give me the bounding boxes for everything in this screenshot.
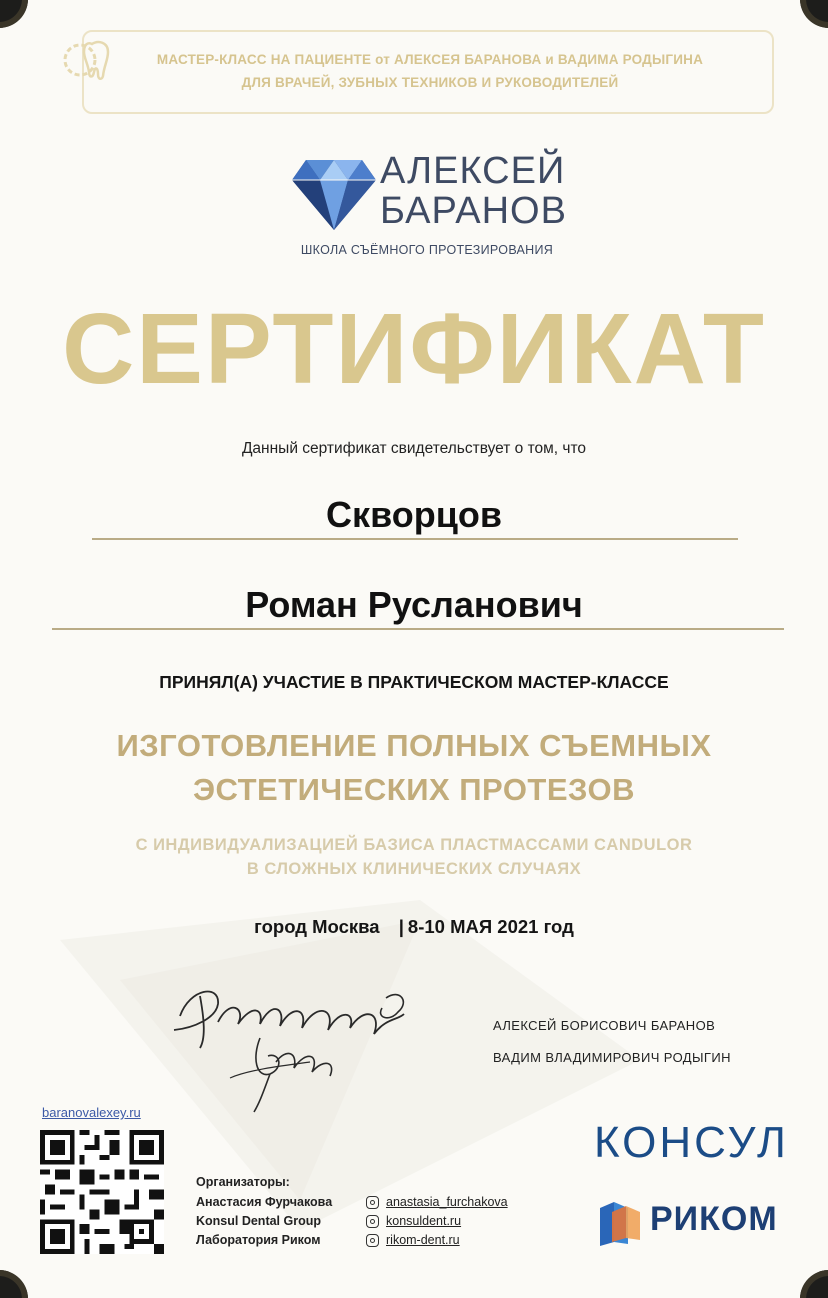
konsul-logo: КОНСУЛ: [594, 1118, 789, 1167]
website-link[interactable]: baranovalexey.ru: [42, 1105, 141, 1120]
event-date: 8-10 МАЯ 2021 год: [407, 916, 574, 937]
banner-line-2: ДЛЯ ВРАЧЕЙ, ЗУБНЫХ ТЕХНИКОВ И РУКОВОДИТЕЛЕЙ: [241, 75, 619, 90]
organizer-3-link[interactable]: rikom-dent.ru: [386, 1233, 460, 1247]
course-subtitle-line-1: С ИНДИВИДУАЛИЗАЦИЕЙ БАЗИСА ПЛАСТМАССАМИ CANDULOR: [135, 836, 693, 854]
surname-underline: [92, 538, 738, 540]
signer-2-name: ВАДИМ ВЛАДИМИРОВИЧ РОДЫГИН: [493, 1050, 731, 1065]
event-place-date: [0, 916, 828, 938]
rikom-logo: РИКОМ: [650, 1200, 778, 1238]
diamond-logo-icon: [292, 158, 376, 230]
date-separator: |: [398, 916, 404, 937]
organizer-3-name: Лаборатория Риком: [196, 1233, 321, 1247]
organizer-2-link[interactable]: konsuldent.ru: [386, 1214, 462, 1228]
handwritten-signatures: [160, 978, 420, 1118]
brand-name-line-1: АЛЕКСЕЙ: [380, 150, 566, 192]
organizer-1-link[interactable]: anastasia_furchakova: [386, 1195, 508, 1209]
course-title-line-2: ЭСТЕТИЧЕСКИХ ПРОТЕЗОВ: [192, 772, 636, 807]
link-icon: [366, 1215, 379, 1228]
school-subtitle: ШКОЛА СЪЁМНОГО ПРОТЕЗИРОВАНИЯ: [300, 243, 554, 257]
given-names-underline: [52, 628, 784, 630]
instagram-icon: [366, 1196, 379, 1209]
rikom-logo-icon: [598, 1198, 642, 1246]
participation-statement: ПРИНЯЛ(А) УЧАСТИЕ В ПРАКТИЧЕСКОМ МАСТЕР-КЛАССЕ: [159, 672, 669, 692]
event-banner: [82, 30, 774, 114]
corner-holder-top-right: [800, 0, 828, 28]
brand-name-line-2: БАРАНОВ: [380, 190, 567, 232]
recipient-surname: Скворцов: [326, 494, 502, 535]
signer-1-name: АЛЕКСЕЙ БОРИСОВИЧ БАРАНОВ: [493, 1018, 716, 1033]
organizer-2-name: Konsul Dental Group: [196, 1214, 321, 1228]
qr-code[interactable]: [40, 1130, 164, 1254]
organizers-title: Организаторы:: [196, 1175, 290, 1189]
link-icon: [366, 1234, 379, 1247]
organizer-1-name: Анастасия Фурчакова: [196, 1195, 333, 1209]
banner-line-1: МАСТЕР-КЛАСС НА ПАЦИЕНТЕ от АЛЕКСЕЯ БАРАНОВА и ВАДИМА РОДЫГИНА: [156, 52, 704, 67]
recipient-given-names: Роман Русланович: [245, 584, 583, 625]
event-city: город Москва: [254, 916, 380, 937]
course-title-line-1: ИЗГОТОВЛЕНИЕ ПОЛНЫХ СЪЕМНЫХ: [116, 728, 712, 763]
corner-holder-top-left: [0, 0, 28, 28]
certificate-title: СЕРТИФИКАТ: [62, 293, 766, 405]
certificate-intro: Данный сертификат свидетельствует о том, что: [241, 440, 587, 457]
course-subtitle-line-2: В СЛОЖНЫХ КЛИНИЧЕСКИХ СЛУЧАЯХ: [246, 860, 582, 878]
